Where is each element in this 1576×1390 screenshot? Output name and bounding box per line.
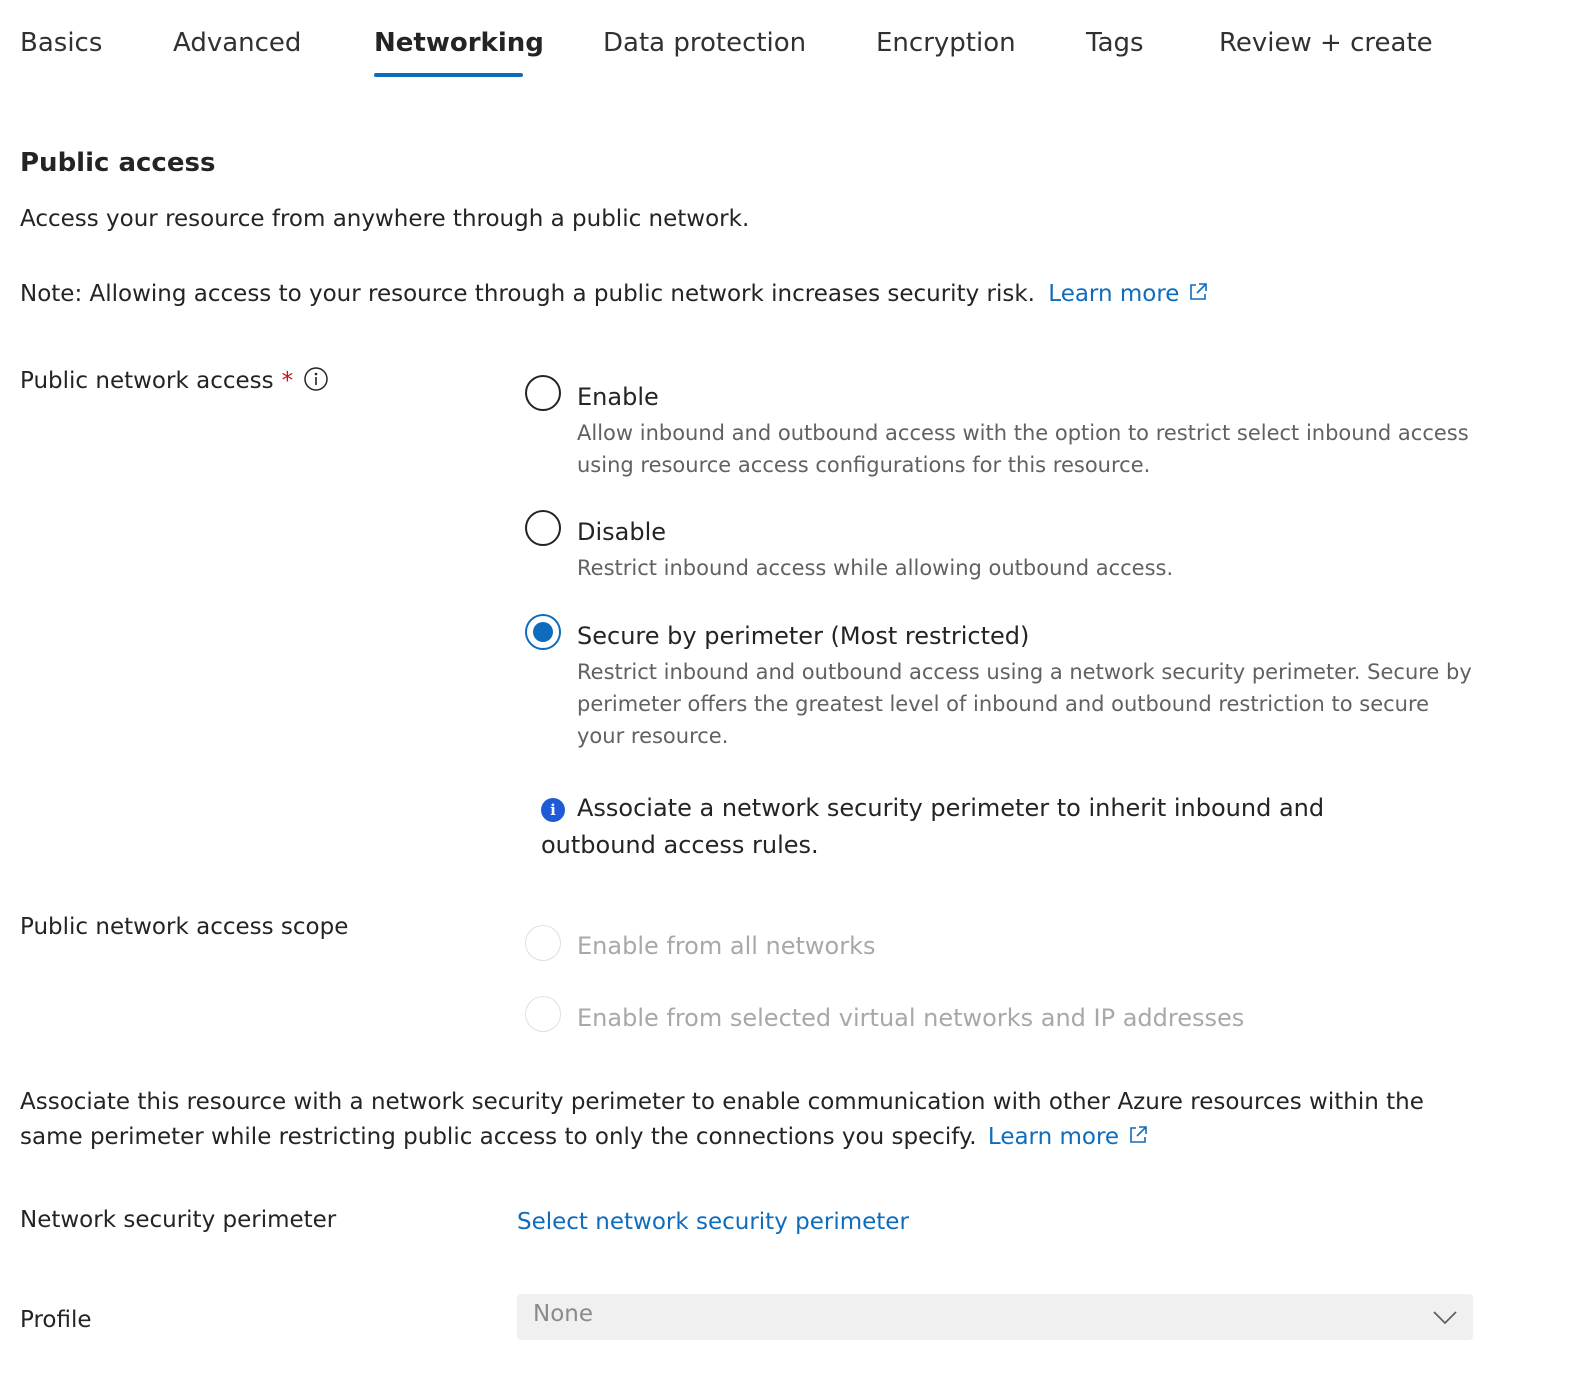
tab-data-protection[interactable]: Data protection bbox=[603, 28, 807, 58]
note-text: Note: Allowing access to your resource through a public network increases security risk. bbox=[20, 281, 1035, 307]
perimeter-learn-more-link[interactable]: Learn more bbox=[988, 1124, 1149, 1150]
tab-networking[interactable]: Networking bbox=[374, 28, 544, 58]
tab-tags[interactable]: Tags bbox=[1086, 28, 1144, 58]
section-title-public-access: Public access bbox=[20, 148, 216, 178]
nsp-label: Network security perimeter bbox=[20, 1207, 337, 1233]
external-link-icon bbox=[1127, 1124, 1149, 1146]
radio-enable[interactable] bbox=[525, 375, 561, 411]
profile-dropdown-value: None bbox=[533, 1301, 594, 1327]
info-message: i Associate a network security perimeter to inherit inbound and outbound access rules. bbox=[541, 794, 1325, 859]
public-network-access-scope-label: Public network access scope bbox=[20, 914, 349, 940]
tab-review-create[interactable]: Review + create bbox=[1219, 28, 1433, 58]
info-icon: i bbox=[541, 798, 565, 822]
radio-enable-all-networks bbox=[525, 925, 561, 961]
required-marker: * bbox=[281, 368, 294, 394]
tab-advanced[interactable]: Advanced bbox=[173, 28, 302, 58]
public-network-access-label: Public network access * bbox=[20, 366, 329, 394]
profile-label: Profile bbox=[20, 1307, 92, 1333]
chevron-down-icon bbox=[1431, 1306, 1459, 1328]
radio-secure-by-perimeter[interactable] bbox=[525, 614, 561, 650]
radio-disable-label[interactable]: Disable bbox=[577, 518, 667, 546]
radio-disable-description: Restrict inbound access while allowing outbound access. bbox=[577, 556, 1174, 580]
learn-more-link[interactable]: Learn more bbox=[1048, 281, 1209, 307]
public-access-description: Access your resource from anywhere through a public network. bbox=[20, 206, 750, 232]
radio-enable-selected-networks-label: Enable from selected virtual networks and IP addresses bbox=[577, 1004, 1245, 1032]
public-access-note bbox=[20, 281, 1209, 307]
radio-enable-label[interactable]: Enable bbox=[577, 383, 659, 411]
profile-dropdown[interactable] bbox=[517, 1294, 1473, 1340]
external-link-icon bbox=[1187, 281, 1209, 303]
tab-basics[interactable]: Basics bbox=[20, 28, 103, 58]
radio-enable-description: Allow inbound and outbound access with the option to restrict select inbound access using resource access configurations for this resource. bbox=[577, 421, 1469, 477]
radio-secure-by-perimeter-description: Restrict inbound and outbound access using a network security perimeter. Secure by perimeter offers the greatest level of inbound and outbound restriction to secure your resource. bbox=[577, 660, 1472, 748]
radio-disable[interactable] bbox=[525, 510, 561, 546]
radio-secure-by-perimeter-label[interactable]: Secure by perimeter (Most restricted) bbox=[577, 622, 1030, 650]
info-icon[interactable] bbox=[303, 366, 329, 392]
active-tab-indicator bbox=[374, 73, 523, 77]
tab-encryption[interactable]: Encryption bbox=[876, 28, 1016, 58]
radio-enable-all-networks-label: Enable from all networks bbox=[577, 932, 876, 960]
perimeter-description: Associate this resource with a network security perimeter to enable communication with other Azure resources within the same perimeter while restricting public access to only the connections you specify. Learn more bbox=[20, 1089, 1424, 1150]
radio-enable-selected-networks bbox=[525, 996, 561, 1032]
select-nsp-link[interactable]: Select network security perimeter bbox=[517, 1209, 909, 1235]
